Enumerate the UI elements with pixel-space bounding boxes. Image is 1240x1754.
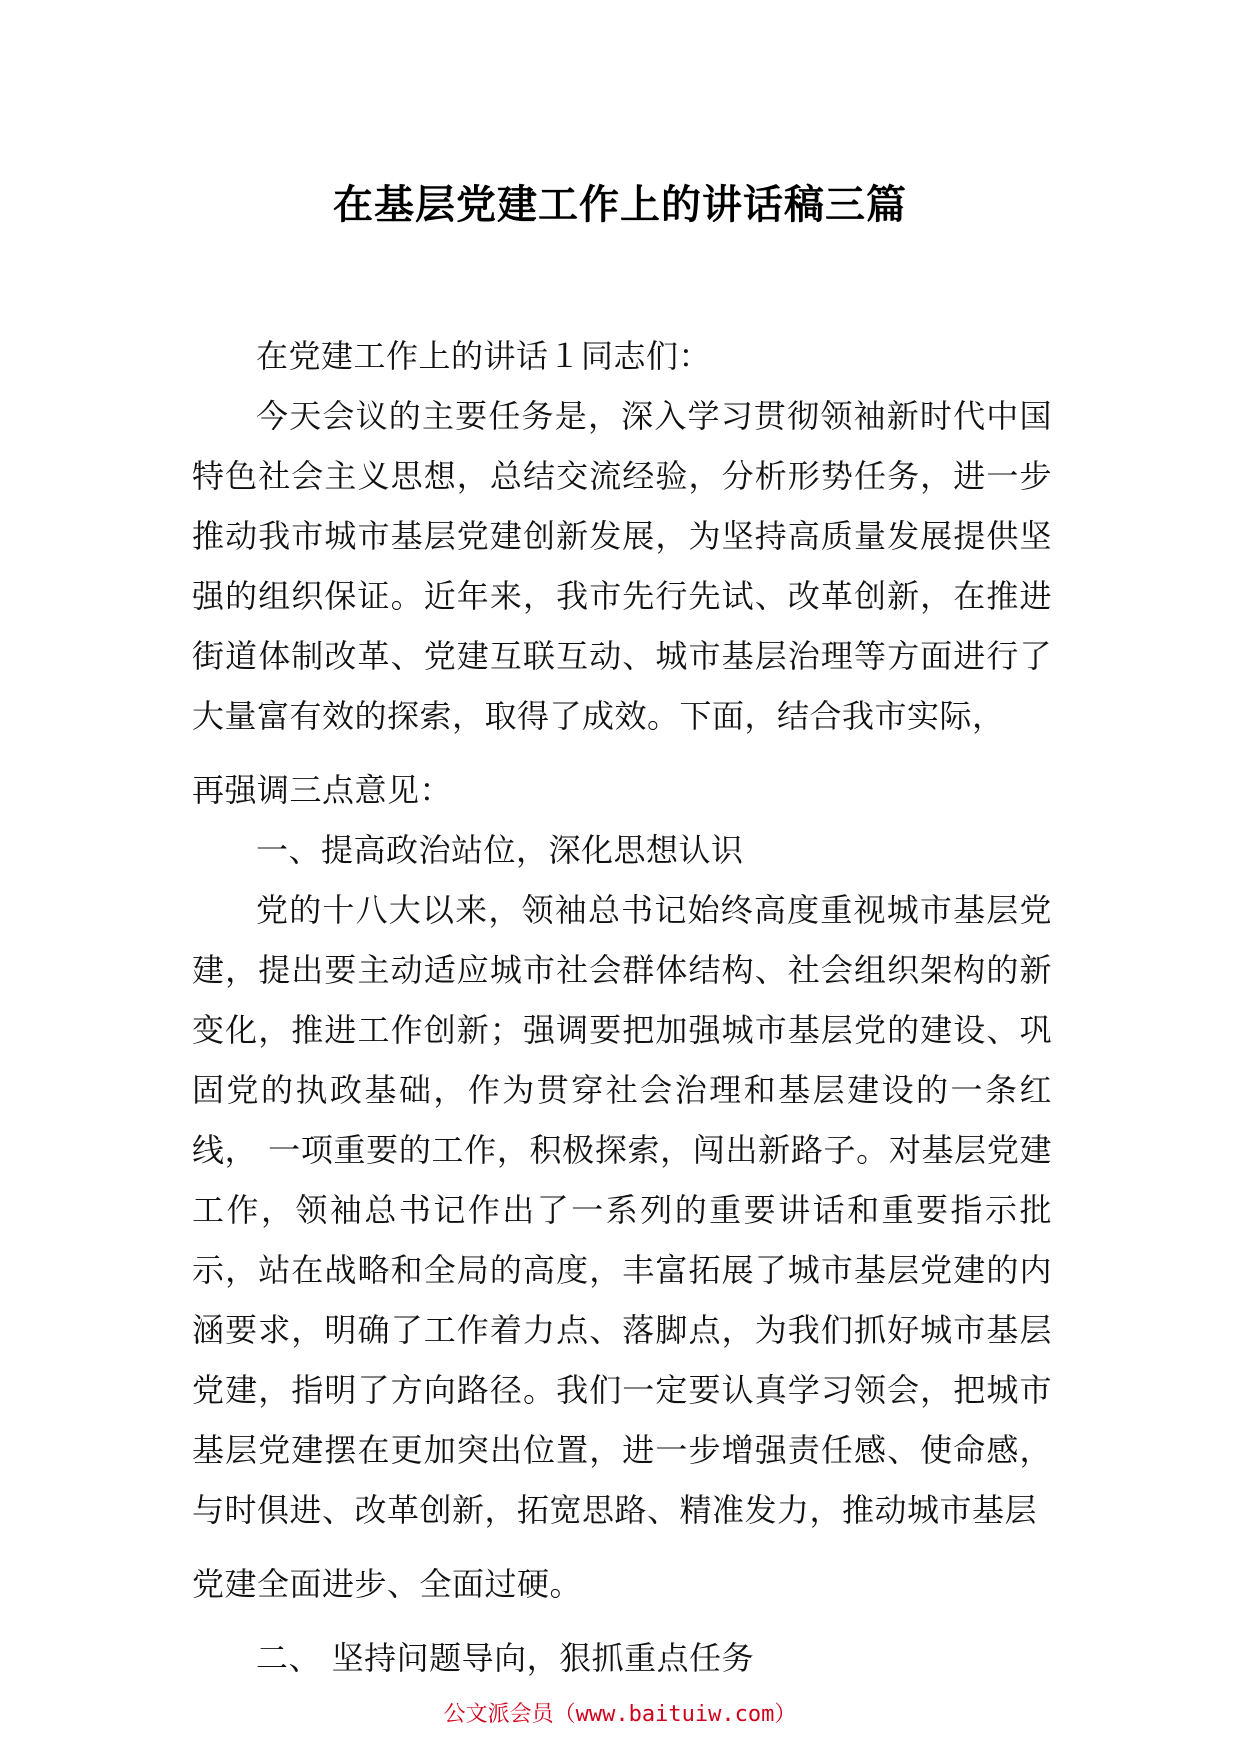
document-title: 在基层党建工作上的讲话稿三篇 [333,181,907,228]
section-heading-1: 一、提高政治站位，深化思想认识 [256,831,744,869]
section-1-continuation: 党建全面进步、全面过硬。 [192,1565,583,1603]
section-heading-2: 二、 坚持问题导向，狠抓重点任务 [256,1639,755,1677]
intro-continuation: 再强调三点意见： [192,771,453,809]
footer-watermark-text: 公文派会员（www.baituiw.com） [443,1702,797,1727]
intro-paragraph: 今天会议的主要任务是，深入学习贯彻领袖新时代中国特色社会主义思想，总结交流经验，分析形势任务，进一步推动我市城市基层党建创新发展，为坚持高质量发展提供坚强的组织保证。近年来，我市先行先试、改革创新，在推进街道体制改革、党建互联互动、城市基层治理等方面进行了大量富有效的探索，取得了成效。下面，结合我市实际， [192,397,1052,735]
salutation-paragraph: 在党建工作上的讲话１同志们： [256,337,712,375]
section-1-paragraph: 党的十八大以来，领袖总书记始终高度重视城市基层党建，提出要主动适应城市社会群体结构、社会组织架构的新变化，推进工作创新；强调要把加强城市基层党的建设、巩固党的执政基础，作为贯穿社会治理和基层建设的一条红线， 一项重要的工作，积极探索，闯出新路子。对基层党建工作，领袖总书记作出了一系列的重要讲话和重要指示批示，站在战略和全局的高度，丰富拓展了城市基层党建的内涵要求，明确了工作着力点、落脚点，为我们抓好城市基层党建，指明了方向路径。我们一定要认真学习领会，把城市基层党建摆在更加突出位置，进一步增强责任感、使命感，与时俱进、改革创新，拓宽思路、精准发力，推动城市基层 [192,891,1052,1529]
document-body [192,326,1052,1688]
